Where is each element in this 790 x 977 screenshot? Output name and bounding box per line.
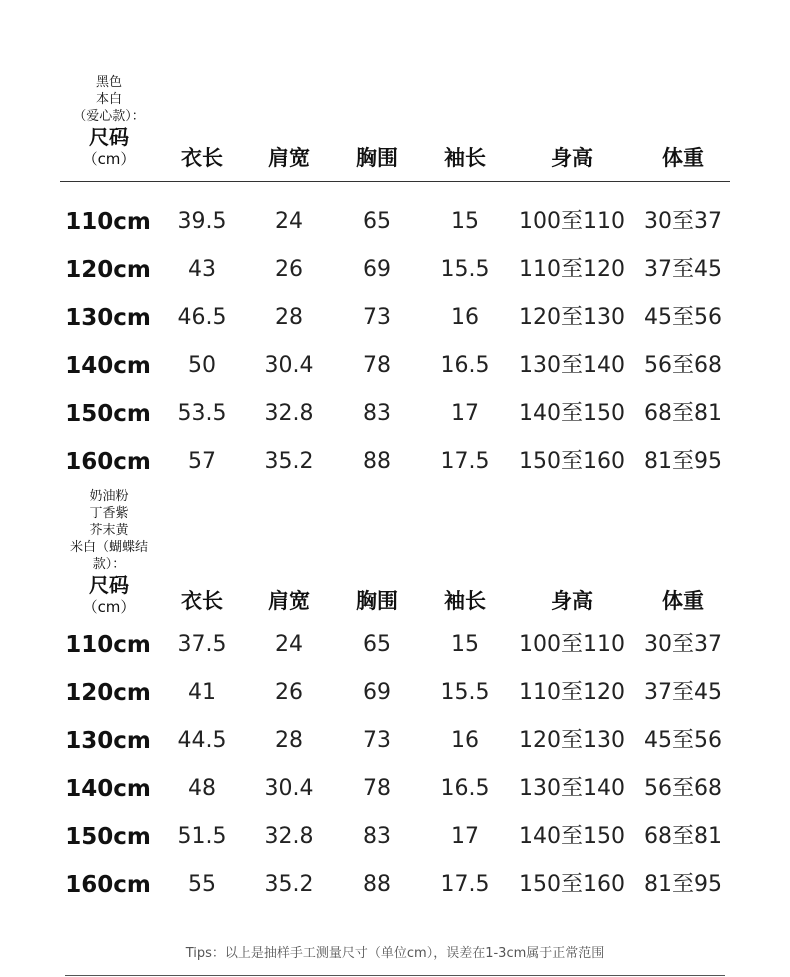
footer-divider <box>65 975 725 976</box>
table-row <box>0 717 790 765</box>
size-cell: 110cm <box>65 632 151 658</box>
col-header-height: 身高 <box>551 146 593 170</box>
weight-cell: 81至95 <box>644 872 722 897</box>
height-cell: 100至110 <box>519 632 625 657</box>
shoulder-cell: 32.8 <box>264 401 314 426</box>
shoulder-cell: 26 <box>275 680 303 705</box>
shoulder-cell: 35.2 <box>264 449 314 474</box>
style-line: 黑色 <box>95 75 122 90</box>
chest-cell: 78 <box>363 776 391 801</box>
col-header-weight: 体重 <box>662 589 704 613</box>
col-header-sleeve: 袖长 <box>444 146 486 170</box>
section1-style-label <box>56 74 162 169</box>
height-cell: 150至160 <box>519 872 625 897</box>
sleeve-cell: 17.5 <box>440 449 490 474</box>
length-cell: 46.5 <box>177 305 227 330</box>
length-cell: 55 <box>188 872 216 897</box>
chest-cell: 83 <box>363 401 391 426</box>
sleeve-cell: 15 <box>451 632 479 657</box>
table-row <box>0 669 790 717</box>
sleeve-cell: 15.5 <box>440 680 490 705</box>
unit-label: （cm） <box>82 150 136 168</box>
sleeve-cell: 16 <box>451 728 479 753</box>
weight-cell: 30至37 <box>644 209 722 234</box>
size-cell: 110cm <box>65 209 151 235</box>
weight-cell: 81至95 <box>644 449 722 474</box>
table-row <box>0 765 790 813</box>
shoulder-cell: 28 <box>275 728 303 753</box>
shoulder-cell: 24 <box>275 632 303 657</box>
length-cell: 43 <box>188 257 216 282</box>
shoulder-cell: 35.2 <box>264 872 314 897</box>
chest-cell: 83 <box>363 824 391 849</box>
table-row <box>0 861 790 909</box>
col-header-shoulder: 肩宽 <box>268 589 310 613</box>
section2-style-label <box>56 488 162 617</box>
length-cell: 50 <box>188 353 216 378</box>
height-cell: 100至110 <box>519 209 625 234</box>
col-header-sleeve: 袖长 <box>444 589 486 613</box>
length-cell: 57 <box>188 449 216 474</box>
style-line: （爱心款）： <box>73 109 145 124</box>
height-cell: 110至120 <box>519 680 625 705</box>
weight-cell: 68至81 <box>644 824 722 849</box>
col-header-height: 身高 <box>551 589 593 613</box>
size-cell: 130cm <box>65 305 151 331</box>
col-header-length: 衣长 <box>181 146 223 170</box>
table-row <box>0 198 790 246</box>
height-cell: 120至130 <box>519 305 625 330</box>
height-cell: 150至160 <box>519 449 625 474</box>
chest-cell: 65 <box>363 209 391 234</box>
size-cell: 150cm <box>65 824 151 850</box>
height-cell: 140至150 <box>519 824 625 849</box>
col-header-weight: 体重 <box>662 146 704 170</box>
col-header-length: 衣长 <box>181 589 223 613</box>
tips-note: Tips：以上是抽样手工测量尺寸（单位cm），误差在1-3cm属于正常范围 <box>185 946 605 961</box>
height-cell: 110至120 <box>519 257 625 282</box>
length-cell: 37.5 <box>177 632 227 657</box>
sleeve-cell: 17.5 <box>440 872 490 897</box>
size-cell: 160cm <box>65 449 151 475</box>
chest-cell: 88 <box>363 872 391 897</box>
table-row <box>0 342 790 390</box>
table-row <box>0 294 790 342</box>
chest-cell: 69 <box>363 680 391 705</box>
table-row <box>0 438 790 486</box>
weight-cell: 45至56 <box>644 728 722 753</box>
header-divider <box>60 181 730 182</box>
sleeve-cell: 16 <box>451 305 479 330</box>
weight-cell: 37至45 <box>644 257 722 282</box>
sleeve-cell: 16.5 <box>440 776 490 801</box>
size-cell: 140cm <box>65 776 151 802</box>
height-cell: 140至150 <box>519 401 625 426</box>
style-line: 奶油粉 <box>89 489 129 504</box>
sleeve-cell: 17 <box>451 824 479 849</box>
col-header-chest: 胸围 <box>356 589 398 613</box>
length-cell: 39.5 <box>177 209 227 234</box>
length-cell: 41 <box>188 680 216 705</box>
shoulder-cell: 24 <box>275 209 303 234</box>
chest-cell: 69 <box>363 257 391 282</box>
weight-cell: 56至68 <box>644 776 722 801</box>
sleeve-cell: 16.5 <box>440 353 490 378</box>
size-label: 尺码 <box>89 573 129 597</box>
length-cell: 48 <box>188 776 216 801</box>
sleeve-cell: 17 <box>451 401 479 426</box>
chest-cell: 88 <box>363 449 391 474</box>
shoulder-cell: 32.8 <box>264 824 314 849</box>
shoulder-cell: 30.4 <box>264 353 314 378</box>
table-row <box>0 246 790 294</box>
table-row <box>0 813 790 861</box>
table-row <box>0 390 790 438</box>
table-row <box>0 621 790 669</box>
size-cell: 160cm <box>65 872 151 898</box>
weight-cell: 37至45 <box>644 680 722 705</box>
unit-label: （cm） <box>82 598 136 616</box>
height-cell: 120至130 <box>519 728 625 753</box>
sleeve-cell: 15 <box>451 209 479 234</box>
sleeve-cell: 15.5 <box>440 257 490 282</box>
height-cell: 130至140 <box>519 353 625 378</box>
style-line: 芥末黄 <box>89 523 129 538</box>
col-header-shoulder: 肩宽 <box>268 146 310 170</box>
chest-cell: 78 <box>363 353 391 378</box>
weight-cell: 45至56 <box>644 305 722 330</box>
size-label: 尺码 <box>89 125 129 149</box>
chest-cell: 65 <box>363 632 391 657</box>
weight-cell: 30至37 <box>644 632 722 657</box>
length-cell: 51.5 <box>177 824 227 849</box>
style-line: 本白 <box>95 92 122 107</box>
weight-cell: 56至68 <box>644 353 722 378</box>
weight-cell: 68至81 <box>644 401 722 426</box>
style-line: 丁香紫 <box>89 506 129 521</box>
size-cell: 130cm <box>65 728 151 754</box>
length-cell: 44.5 <box>177 728 227 753</box>
shoulder-cell: 26 <box>275 257 303 282</box>
chest-cell: 73 <box>363 305 391 330</box>
size-cell: 150cm <box>65 401 151 427</box>
size-cell: 120cm <box>65 680 151 706</box>
col-header-chest: 胸围 <box>356 146 398 170</box>
style-line: 款）： <box>92 557 126 572</box>
height-cell: 130至140 <box>519 776 625 801</box>
style-line: 米白（蝴蝶结 <box>69 540 148 555</box>
shoulder-cell: 30.4 <box>264 776 314 801</box>
chest-cell: 73 <box>363 728 391 753</box>
size-cell: 140cm <box>65 353 151 379</box>
size-cell: 120cm <box>65 257 151 283</box>
shoulder-cell: 28 <box>275 305 303 330</box>
length-cell: 53.5 <box>177 401 227 426</box>
